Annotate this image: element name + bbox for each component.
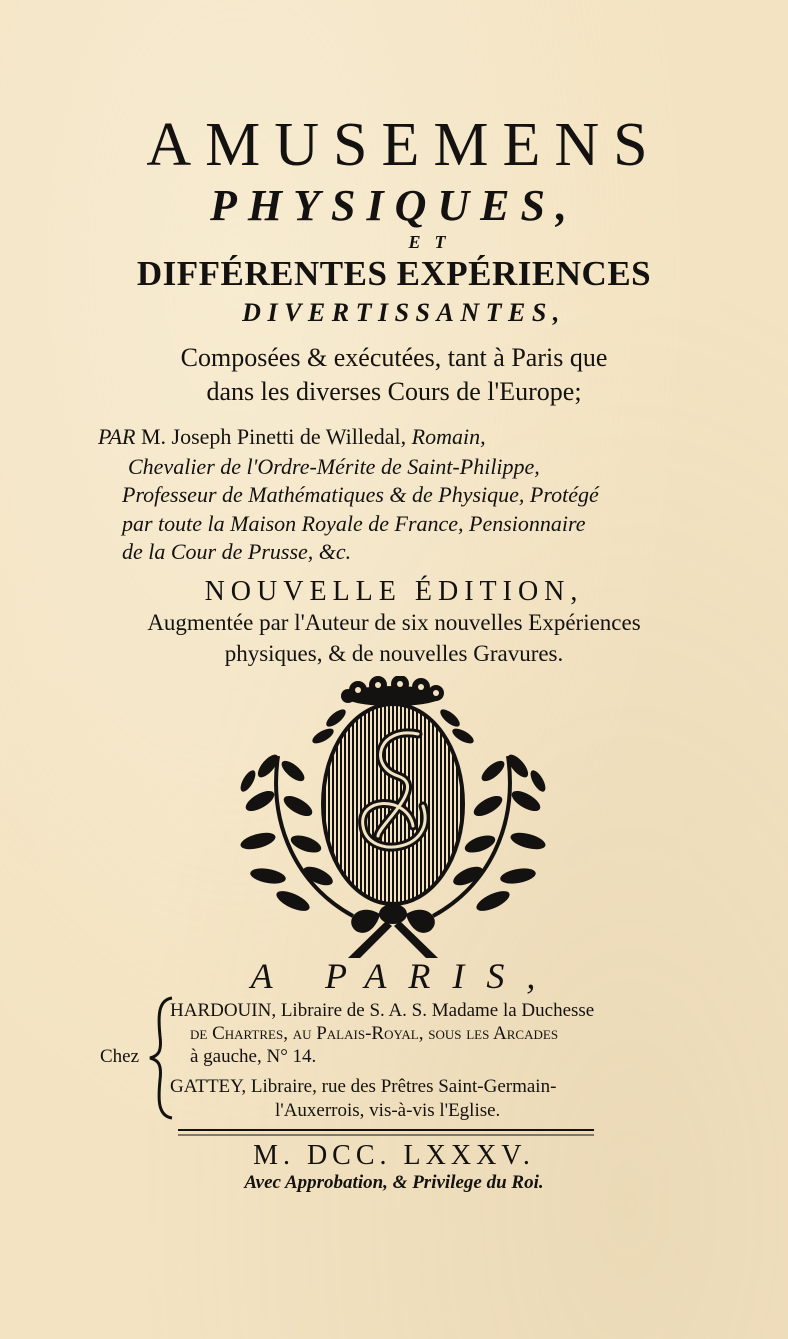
imprint-approbation: Avec Approbation, & Privilege du Roi. (244, 1172, 544, 1193)
subtitle-line-2: dans les diverses Cours de l'Europe; (206, 377, 582, 406)
title-line-1: AMUSEMENS (146, 111, 662, 179)
publisher-1-line-2: de Chartres, au Palais-Royal, sous les Arcades (190, 1023, 559, 1044)
publisher-1-line-1: HARDOUIN, Libraire de S. A. S. Madame la Duchesse (170, 1000, 595, 1021)
imprint-year: M. DCC. LXXXV. (253, 1140, 535, 1171)
publisher-2-line-2: l'Auxerrois, vis-à-vis l'Eglise. (275, 1100, 501, 1121)
edition-heading: NOUVELLE ÉDITION, (204, 576, 584, 607)
author-origin: Romain, (411, 424, 486, 449)
imprint-city: A PARIS, (250, 956, 558, 996)
author-line-5: de la Cour de Prusse, &c. (122, 539, 352, 564)
edition-line-2: physiques, & de nouvelles Gravures. (224, 641, 564, 666)
title-line-2: PHYSIQUES, (210, 181, 578, 230)
author-name: M. Joseph Pinetti de Willedal, (140, 424, 407, 449)
author-line-4: par toute la Maison Royale de France, Pensionnaire (122, 511, 586, 536)
author-line-3: Professeur de Mathématiques & de Physique, Protégé (122, 482, 599, 507)
author-line-2: Chevalier de l'Ordre-Mérite de Saint-Philippe, (128, 454, 540, 479)
laurel-wreath-monogram-icon (228, 676, 558, 958)
publisher-1-line-3: à gauche, N° 14. (190, 1046, 317, 1067)
title-line-3: DIFFÉRENTES EXPÉRIENCES (136, 254, 652, 293)
author-line-1 (98, 424, 486, 450)
subtitle-line-1: Composées & exécutées, tant à Paris que (180, 343, 608, 372)
title-conjunction: ET (408, 232, 460, 252)
edition-line-1: Augmentée par l'Auteur de six nouvelles Expériences (147, 610, 641, 635)
title-line-4: DIVERTISSANTES, (242, 298, 566, 327)
publisher-2-line-1: GATTEY, Libraire, rue des Prêtres Saint-Germain- (170, 1076, 557, 1097)
imprint-chez: Chez (100, 1046, 140, 1067)
double-rule-divider (178, 1128, 594, 1138)
author-par: PAR (98, 424, 136, 449)
